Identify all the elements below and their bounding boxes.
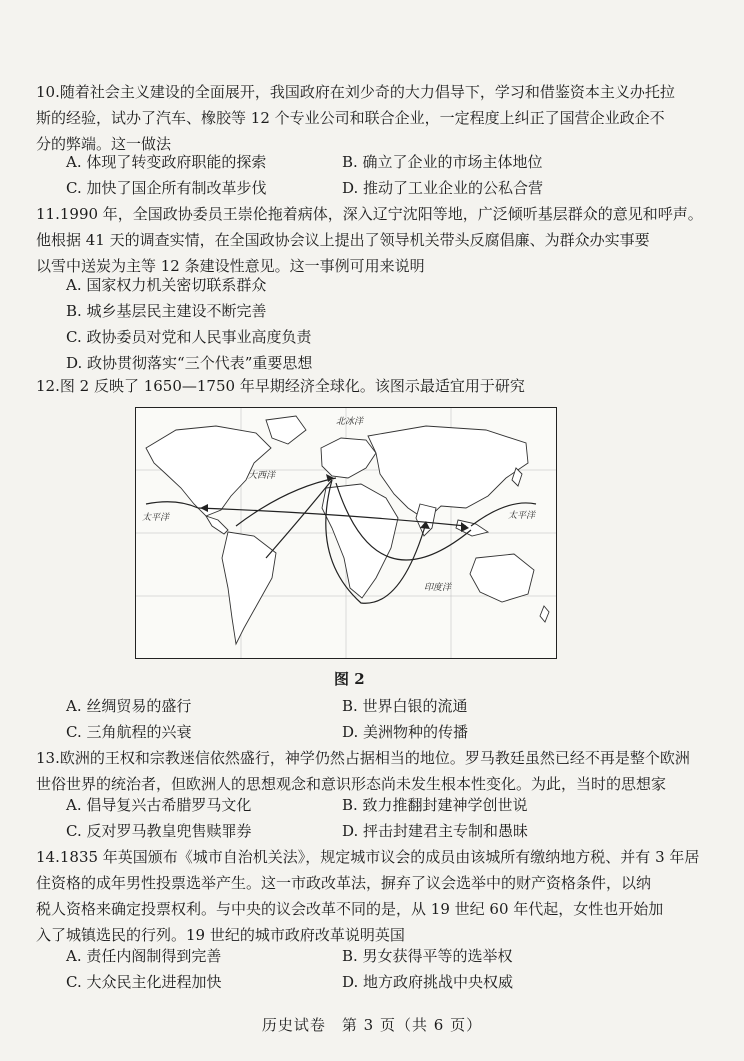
route-pacific-east xyxy=(146,502,198,508)
label-arctic-ocean: 北冰洋 xyxy=(336,417,364,427)
stem-line: 分的弊端。这一做法 xyxy=(36,135,172,153)
option-10-b: B. 确立了企业的市场主体地位 xyxy=(342,153,543,171)
question-number: 10. xyxy=(36,83,60,101)
question-number: 12. xyxy=(36,377,60,395)
option-10-a: A. 体现了转变政府职能的探索 xyxy=(66,153,267,171)
stem-line: 斯的经验，试办了汽车、橡胶等 12 个专业公司和联合企业，一定程度上纠正了国营企业政企不 xyxy=(36,109,665,127)
label-atlantic-ocean: 大西洋 xyxy=(248,471,276,481)
stem-line: 1990 年，全国政协委员王崇伦拖着病体，深入辽宁沈阳等地，广泛倾听基层群众的意见和呼声。 xyxy=(59,205,703,223)
option-12-d: D. 美洲物种的传播 xyxy=(342,723,469,741)
stem-line: 税人资格来确定投票权利。与中央的议会改革不同的是，从 19 世纪 60 年代起，女性也开始加 xyxy=(36,900,664,918)
stem-line: 欧洲的王权和宗教迷信依然盛行，神学仍然占据相当的地位。罗马教廷虽然已经不再是整个欧洲 xyxy=(59,749,690,767)
asia xyxy=(368,426,528,520)
question-14-stem xyxy=(36,844,712,948)
route-brazil-europe xyxy=(266,480,332,558)
question-11-stem xyxy=(36,201,712,279)
africa xyxy=(322,484,398,598)
question-13-stem xyxy=(36,745,712,797)
page-footer: 历史试卷 第 3 页（共 6 页） xyxy=(261,1016,483,1034)
europe xyxy=(321,438,376,478)
label-pacific-ocean-left: 太平洋 xyxy=(142,513,170,523)
option-11-a: A. 国家权力机关密切联系群众 xyxy=(66,276,267,294)
india xyxy=(416,504,436,536)
figure-caption: 图 2 xyxy=(334,670,365,688)
stem-line: 他根据 41 天的调查实情，在全国政协会议上提出了领导机关带头反腐倡廉、为群众办实事要 xyxy=(36,231,650,249)
option-10-c: C. 加快了国企所有制改革步伐 xyxy=(66,179,267,197)
continents xyxy=(146,416,549,644)
option-10-d: D. 推动了工业企业的公私合营 xyxy=(342,179,544,197)
south-america xyxy=(222,532,276,644)
map-svg xyxy=(136,408,556,658)
option-14-a: A. 责任内阁制得到完善 xyxy=(66,947,222,965)
option-12-a: A. 丝绸贸易的盛行 xyxy=(66,697,192,715)
stem-line: 图 2 反映了 1650—1750 年早期经济全球化。该图示最适宜用于研究 xyxy=(59,377,525,395)
question-12-stem xyxy=(36,373,712,399)
option-13-a: A. 倡导复兴古希腊罗马文化 xyxy=(66,796,252,814)
stem-line: 世俗世界的统治者，但欧洲人的思想观念和意识形态尚未发生根本性变化。为此，当时的思想家 xyxy=(36,775,667,793)
world-trade-map xyxy=(135,407,557,659)
stem-line: 1835 年英国颁布《城市自治机关法》，规定城市议会的成员由该城所有缴纳地方税、并有 3 年居 xyxy=(59,848,700,866)
stem-line: 随着社会主义建设的全面展开，我国政府在刘少奇的大力倡导下，学习和借鉴资本主义办托拉 xyxy=(59,83,675,101)
question-number: 11. xyxy=(36,205,60,223)
stem-line: 住资格的成年男性投票选举产生。这一市政改革法，摒弃了议会选举中的财产资格条件，以纳 xyxy=(36,874,652,892)
route-atlantic xyxy=(236,478,336,526)
option-14-c: C. 大众民主化进程加快 xyxy=(66,973,222,991)
stem-line: 以雪中送炭为主等 12 条建设性意见。这一事例可用来说明 xyxy=(36,257,425,275)
label-pacific-ocean-right: 太平洋 xyxy=(508,511,536,521)
question-number: 13. xyxy=(36,749,60,767)
option-13-d: D. 抨击封建君主专制和愚昧 xyxy=(342,822,529,840)
new-zealand xyxy=(540,606,549,622)
question-10-stem xyxy=(36,79,712,157)
stem-line: 入了城镇选民的行列。19 世纪的城市政府改革说明英国 xyxy=(36,926,405,944)
option-13-b: B. 致力推翻封建神学创世说 xyxy=(342,796,528,814)
option-11-d: D. 政协贯彻落实“三个代表”重要思想 xyxy=(66,354,313,372)
australia xyxy=(470,554,534,602)
option-12-c: C. 三角航程的兴衰 xyxy=(66,723,192,741)
option-13-c: C. 反对罗马教皇兜售赎罪券 xyxy=(66,822,252,840)
southeast-asia xyxy=(456,520,488,536)
label-indian-ocean: 印度洋 xyxy=(424,583,452,593)
option-14-b: B. 男女获得平等的选举权 xyxy=(342,947,513,965)
option-11-c: C. 政协委员对党和人民事业高度负责 xyxy=(66,328,312,346)
question-number: 14. xyxy=(36,848,60,866)
central-america xyxy=(206,516,228,534)
greenland xyxy=(266,416,306,444)
option-14-d: D. 地方政府挑战中央权威 xyxy=(342,973,514,991)
option-11-b: B. 城乡基层民主建设不断完善 xyxy=(66,302,267,320)
option-12-b: B. 世界白银的流通 xyxy=(342,697,468,715)
